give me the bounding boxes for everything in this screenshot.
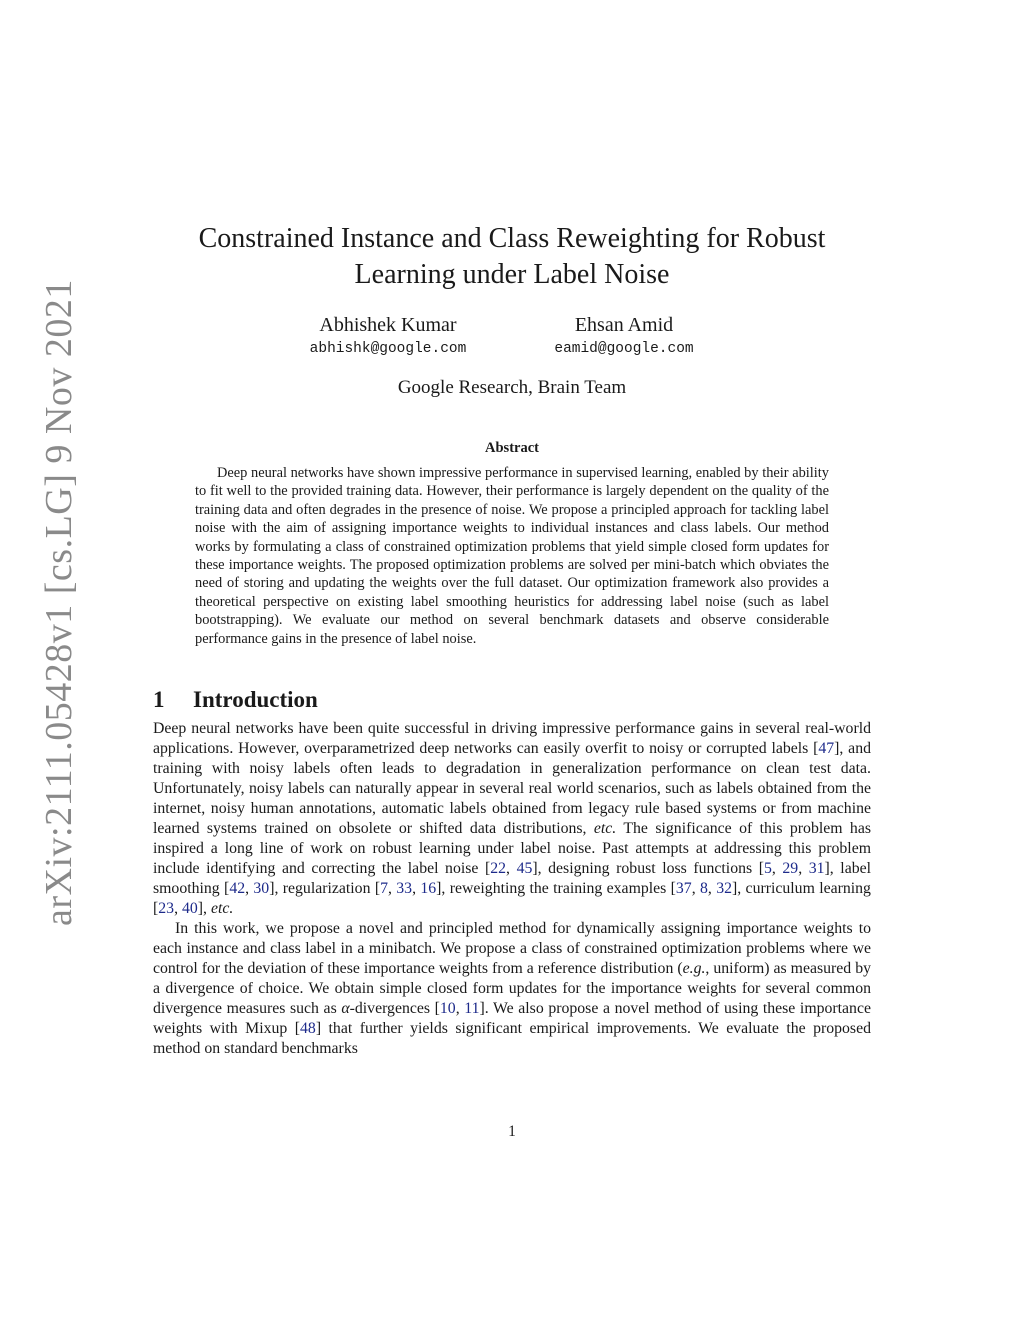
- section-number: 1: [153, 687, 165, 712]
- text-run: -divergences [: [349, 1000, 440, 1017]
- text-run: e.g.: [682, 960, 706, 977]
- text-run: ] that further yields significant empirical improvements. We evaluate the proposed method on standard benchmarks: [153, 1020, 871, 1057]
- text-run: ], label smoothing [: [153, 860, 872, 897]
- text-run: ], curriculum learning [: [153, 880, 871, 917]
- citation-link[interactable]: 31: [808, 860, 825, 877]
- citation-link[interactable]: 45: [516, 860, 533, 877]
- text-run: ], designing robust loss functions [: [532, 860, 764, 877]
- text-run: The significance of this problem has inspired a long line of work on robust learning under label noise. Past attempts at addressing this problem include identifying and correcting the label noise [: [153, 820, 871, 877]
- author-name: Abhishek Kumar: [319, 314, 457, 336]
- author-2: [504, 313, 744, 361]
- author-email: eamid@google.com: [554, 341, 694, 357]
- text-run: ], regularization [: [269, 880, 381, 897]
- citation-link[interactable]: 22: [490, 860, 507, 877]
- citation-link[interactable]: 30: [253, 880, 270, 897]
- author-1: [268, 313, 508, 361]
- affiliation: Google Research, Brain Team: [397, 377, 627, 398]
- page-number: 1: [508, 1123, 516, 1140]
- citation-link[interactable]: 5: [763, 860, 772, 877]
- text-run: α: [341, 1000, 350, 1017]
- citation-link[interactable]: 37: [675, 880, 692, 897]
- citation-link[interactable]: 40: [181, 900, 198, 917]
- citation-link[interactable]: 16: [420, 880, 437, 897]
- arxiv-identifier: arXiv:2111.05428v1 [cs.LG] 9 Nov 2021: [38, 279, 80, 926]
- text-run: , uniform) as measured by a divergence of choice. We obtain simple closed form updates for the importance weights for several common divergence measures such as: [153, 960, 871, 1017]
- citation-link[interactable]: 29: [782, 860, 799, 877]
- citation-link[interactable]: 8: [700, 880, 708, 897]
- abstract-text: Deep neural networks have shown impressive performance in supervised learning, enabled by their ability to fit well to the provided training data. However, their performance is largely dependent on the quality of the training data and often degrades in the presence of noise. We propose a principled approach for tackling label noise with the aim of assigning importance weights to individual instances and class labels. Our method works by formulating a class of constrained optimization problems that yield simple closed form updates for these importance weights. The proposed optimization problems are solved per mini-batch which obviates the need of storing and updating the weights over the full dataset. Our optimization framework also provides a theoretical perspective on existing label smoothing heuristics for addressing label noise (such as label bootstrapping). We evaluate our method on several benchmark datasets and observe considerable performance gains in the presence of label noise.: [195, 465, 829, 647]
- citation-link[interactable]: 47: [818, 740, 835, 757]
- citation-link[interactable]: 32: [716, 880, 732, 897]
- intro-paragraph-1: Deep neural networks have been quite successful in driving impressive performance gains in several real-world applications. However, overparametrized deep networks can easily overfit to noisy or corrupted labels [47], and training with noisy labels often leads to degradation in generalization performance on clean test data. Unfortunately, noisy labels can naturally appear in several real world scenarios, such as labels obtained from the internet, noisy human annotations, automatic labels obtained from legacy rule based systems or from machine learned systems trained on obsolete or shifted data distributions, etc. The significance of this problem has inspired a long line of work on robust learning under label noise. Past attempts at addressing this problem include identifying and correcting the label noise [22, 45], designing robust loss functions [5, 29, 31], label smoothing [42, 30], regularization [7, 33, 16], reweighting the training examples [37, 8, 32], curriculum learning [23, 40], etc.: [153, 720, 872, 917]
- abstract-heading: Abstract: [485, 440, 539, 456]
- text-run: etc.: [210, 900, 234, 917]
- paper-title: Constrained Instance and Class Reweighting for Robust Learning under Label Noise: [198, 223, 826, 290]
- section-title: Introduction: [193, 687, 318, 712]
- text-run: ], and training with noisy labels often leads to degradation in generalization performance on clean test data. Unfortunately, noisy labels can naturally appear in several real world scenarios, such as labels obtained from the internet, noisy human annotations, automatic labels obtained from legacy rule based systems or from machine learned systems trained on obsolete or shifted data distributions,: [153, 740, 871, 837]
- citation-link[interactable]: 33: [396, 880, 413, 897]
- citation-link[interactable]: 48: [300, 1020, 316, 1037]
- text-run: ],: [197, 900, 207, 917]
- citation-link[interactable]: 10: [439, 1000, 456, 1017]
- author-name: Ehsan Amid: [574, 314, 674, 336]
- author-email: abhishk@google.com: [309, 341, 467, 357]
- intro-paragraph-2: In this work, we propose a novel and principled method for dynamically assigning importance weights to each instance and class label in a minibatch. We propose a class of constrained optimization problems where we control for the deviation of these importance weights from a reference distribution (e.g., uniform) as measured by a divergence of choice. We obtain simple closed form updates for the importance weights for several common divergence measures such as α-divergences [10, 11]. We also propose a novel method of using these importance weights with Mixup [48] that further yields significant empirical improvements. We evaluate the proposed method on standard benchmarks: [153, 920, 871, 1057]
- citation-link[interactable]: 23: [158, 900, 175, 917]
- citation-link[interactable]: 42: [229, 880, 246, 897]
- text-run: etc.: [593, 820, 617, 837]
- section-heading: [153, 686, 318, 714]
- text-run: ]. We also propose a novel method of using these importance weights with Mixup [: [153, 1000, 871, 1037]
- citation-link[interactable]: 11: [464, 1000, 480, 1017]
- text-run: ], reweighting the training examples [: [436, 880, 676, 897]
- text-run: Deep neural networks have been quite successful in driving impressive performance gains in several real-world applications. However, overparametrized deep networks can easily overfit to noisy or corrupted labels [: [153, 720, 871, 757]
- text-run: In this work, we propose a novel and principled method for dynamically assigning importance weights to each instance and class label in a minibatch. We propose a class of constrained optimization problems where we control for the deviation of these importance weights from a reference distribution (: [153, 920, 871, 977]
- introduction-body: [153, 719, 871, 1059]
- citation-link[interactable]: 7: [380, 880, 388, 897]
